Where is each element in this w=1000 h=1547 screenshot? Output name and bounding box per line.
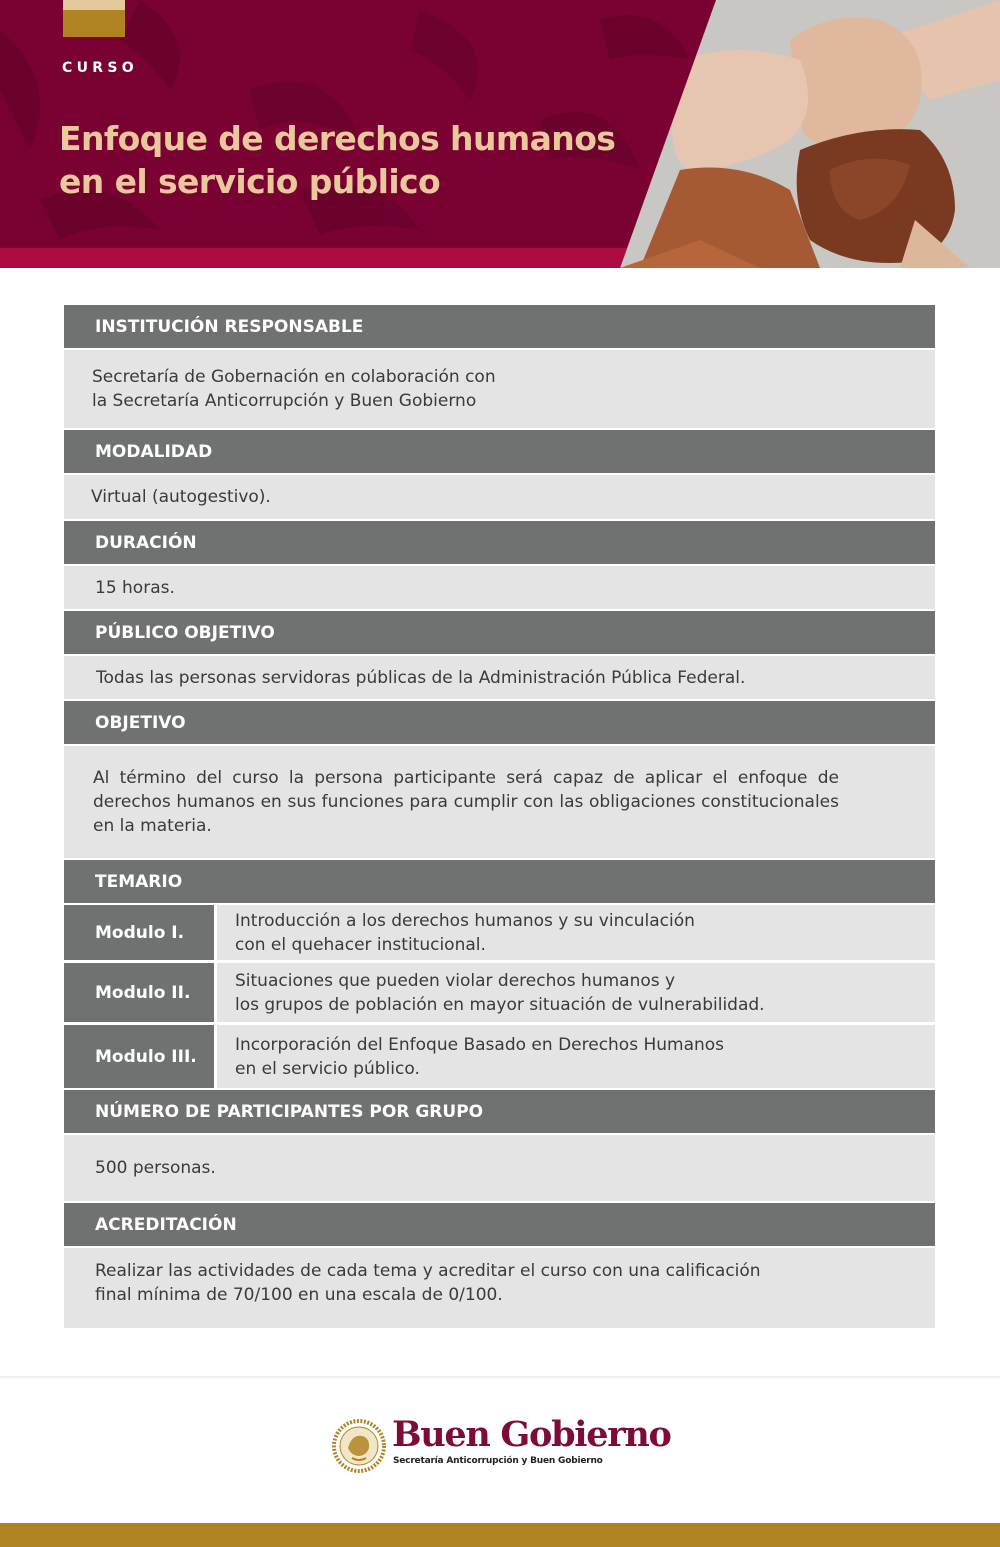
section-heading-modalidad: MODALIDAD bbox=[64, 430, 935, 473]
module-label: Modulo I. bbox=[64, 905, 214, 960]
footer-divider bbox=[0, 1376, 1000, 1378]
module-line-1: Incorporación del Enfoque Basado en Derechos Humanos bbox=[235, 1034, 725, 1055]
section-body-duracion bbox=[64, 566, 935, 609]
module-line-1: Situaciones que pueden violar derechos humanos y bbox=[235, 970, 676, 991]
objetivo-value: Al término del curso la persona participante será capaz de aplicar el enfoque de derechos humanos en sus funciones para cumplir con las obligaciones constitucionales en la materia. bbox=[93, 768, 839, 836]
section-body-participantes bbox=[64, 1135, 935, 1201]
module-description bbox=[217, 1025, 935, 1088]
module-label: Modulo II. bbox=[64, 963, 214, 1022]
section-heading-duracion: DURACIÓN bbox=[64, 521, 935, 564]
course-kicker: CURSO bbox=[62, 60, 138, 76]
section-heading-institucion: INSTITUCIÓN RESPONSABLE bbox=[64, 305, 935, 348]
title-line-1: Enfoque de derechos humanos bbox=[59, 119, 616, 158]
buen-gobierno-logo bbox=[332, 1414, 672, 1474]
course-info-table bbox=[64, 305, 935, 1330]
section-body-publico bbox=[64, 656, 935, 699]
acreditacion-line-2: final mínima de 70/100 en una escala de 0/100. bbox=[95, 1285, 503, 1305]
module-label: Modulo III. bbox=[64, 1025, 214, 1088]
section-heading-publico: PÚBLICO OBJETIVO bbox=[64, 611, 935, 654]
temario-module bbox=[64, 1025, 935, 1088]
publico-value: Todas las personas servidoras públicas de la Administración Pública Federal. bbox=[96, 667, 746, 688]
section-heading-participantes: NÚMERO DE PARTICIPANTES POR GRUPO bbox=[64, 1090, 935, 1133]
hero-banner bbox=[0, 0, 1000, 268]
institucion-line-1: Secretaría de Gobernación en colaboración con bbox=[92, 367, 496, 387]
logo-title: Buen Gobierno bbox=[392, 1414, 671, 1455]
section-heading-acreditacion: ACREDITACIÓN bbox=[64, 1203, 935, 1246]
module-line-2: en el servicio público. bbox=[235, 1058, 420, 1079]
section-body-institucion bbox=[64, 350, 935, 428]
bottom-gold-bar bbox=[0, 1523, 1000, 1547]
section-heading-objetivo: OBJETIVO bbox=[64, 701, 935, 744]
logo-subtitle: Secretaría Anticorrupción y Buen Gobierno bbox=[393, 1456, 603, 1466]
section-body-acreditacion bbox=[64, 1248, 935, 1328]
institucion-line-2: la Secretaría Anticorrupción y Buen Gobierno bbox=[92, 391, 477, 411]
temario-module bbox=[64, 963, 935, 1022]
page-title bbox=[59, 117, 639, 203]
module-description bbox=[217, 905, 935, 960]
modalidad-value: Virtual (autogestivo). bbox=[91, 487, 271, 507]
section-body-objetivo bbox=[64, 746, 935, 858]
module-description bbox=[217, 963, 935, 1022]
section-body-modalidad bbox=[64, 475, 935, 519]
section-heading-temario: TEMARIO bbox=[64, 860, 935, 903]
module-line-1: Introducción a los derechos humanos y su vinculación bbox=[235, 910, 695, 931]
temario-module bbox=[64, 905, 935, 960]
brand-tab bbox=[63, 0, 125, 37]
title-line-2: en el servicio público bbox=[59, 162, 441, 201]
acreditacion-line-1: Realizar las actividades de cada tema y acreditar el curso con una calificación bbox=[95, 1261, 761, 1281]
module-line-2: con el quehacer institucional. bbox=[235, 934, 486, 955]
participantes-value: 500 personas. bbox=[95, 1158, 216, 1178]
duracion-value: 15 horas. bbox=[95, 577, 175, 598]
mexico-coat-of-arms-icon bbox=[332, 1418, 386, 1474]
module-line-2: los grupos de población en mayor situación de vulnerabilidad. bbox=[235, 994, 765, 1015]
